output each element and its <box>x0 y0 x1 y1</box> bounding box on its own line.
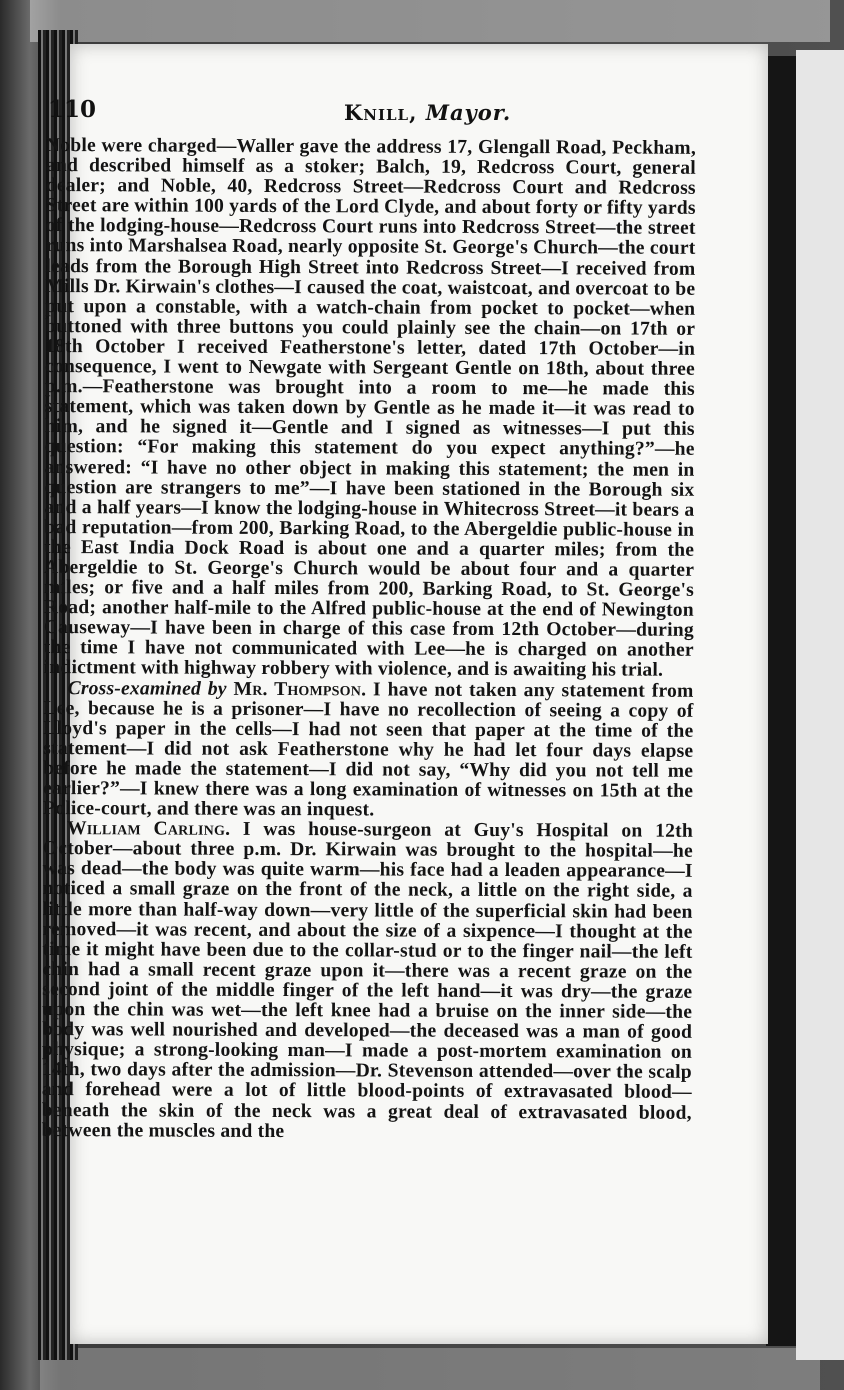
paragraph-2 <box>43 679 694 822</box>
paragraph-lead: Cross-examined by <box>67 677 227 700</box>
paragraph-lead-name: William Carling. <box>66 818 231 840</box>
facing-page-edge <box>796 50 844 1360</box>
running-head <box>344 100 511 125</box>
paragraph-text: I was house-surgeon at Guy's Hospital on 12th October—about three p.m. Dr. Kirwain was brought to the hospital—he was dead—the body was quite warm—his face had a leaden appearance—I noticed a small graze on the front of the neck, a little on the right side, a little more than half-way down—very little of the superficial skin had been removed—it was recent, and about the size of a sixpence—I thought at the time it might have been due to the collar-stud or to the finger nail—the left chin had a small recent graze upon it—there was a recent graze on the second joint of the middle finger of the left hand—it was dry—the graze upon the chin was wet—the left knee had a bruise on the inner side—the body was well nourished and developed—the deceased was a man of good physique; a strong-looking man—I made a post-mortem examination on 14th, two days after the admission—Dr. Stevenson attended—over the scalp and forehead were a lot of little blood-points of extravasated blood—beneath the skin of the neck was a great deal of extravasated blood, between the muscles and the <box>41 818 694 1142</box>
paragraph-text: Noble were charged—Waller gave the address 17, Glengall Road, Peckham, and described himself as a stoker; Balch, 19, Redcross Court, general dealer; and Noble, 40, Redcross Street—Redcross Court and Redcross Street are within 100 yards of the Lord Clyde, and about forty or fifty yards of the lodging-house—Redcross Court runs into Redcross Street—the street runs into Marshalsea Road, nearly opposite St. George's Church—the court leads from the Borough High Street into Redcross Street—I received from Mills Dr. Kirwain's clothes—I caused the coat, waistcoat, and overcoat to be put upon a constable, with a watch-chain from pocket to pocket—when buttoned with three buttons you could plainly see the chain—on 17th or 18th October I received Featherstone's letter, dated 17th October—in consequence, I went to Newgate with Sergeant Gentle on 18th, about three p.m.—Featherstone was brought into a room to me—he made this statement, which was taken down by Gentle as he made it—it was read to him, and he signed it—Gentle and I signed as witnesses—I put this question: “For making this statement do you expect anything?”—he answered: “I have no other object in making this statement; the men in question are strangers to me”—I have been stationed in the Borough six and a half years—I know the lodging-house in Whitecross Street—it bears a bad reputation—from 200, Barking Road, to the Abergeldie public-house in the East India Dock Road is about one and a quarter miles; from the Abergeldie to St. George's Church would be about four and a quarter miles; or five and a half miles from 200, Barking Road, to St. George's Road; another half-mile to the Alfred public-house at the end of Newington Causeway—I have been in charge of this case from 12th October—during the time I have not communicated with Lee—he is charged on another indictment with highway robbery with violence, and is awaiting his trial. <box>43 135 696 682</box>
paragraph-text: I have not taken any statement from Lee, because he is a prisoner—I have no recollection of seeing a copy of Lloyd's paper in the cells—I had not seen that paper at the time of the statement—I did not ask Featherstone why he had let four days elapse before he made the statement—I did not say, “Why did you not tell me earlier?”—I knew there was a long examination of witnesses on 15th at the Police-court, and there was an inquest. <box>43 678 694 821</box>
page-number: 110 <box>48 96 97 123</box>
paragraph-lead-name: Mr. Thompson. <box>233 678 367 700</box>
paragraph-1 <box>44 136 696 681</box>
gutter-shadow <box>766 56 796 1346</box>
running-head-title: Mayor. <box>425 100 512 125</box>
running-head-name: Knill, <box>344 100 418 125</box>
scan-top-edge <box>30 0 830 42</box>
page-header <box>44 96 694 130</box>
paragraph-3 <box>42 819 693 1143</box>
scan-bottom-edge <box>40 1348 820 1390</box>
page-body <box>42 136 696 1144</box>
